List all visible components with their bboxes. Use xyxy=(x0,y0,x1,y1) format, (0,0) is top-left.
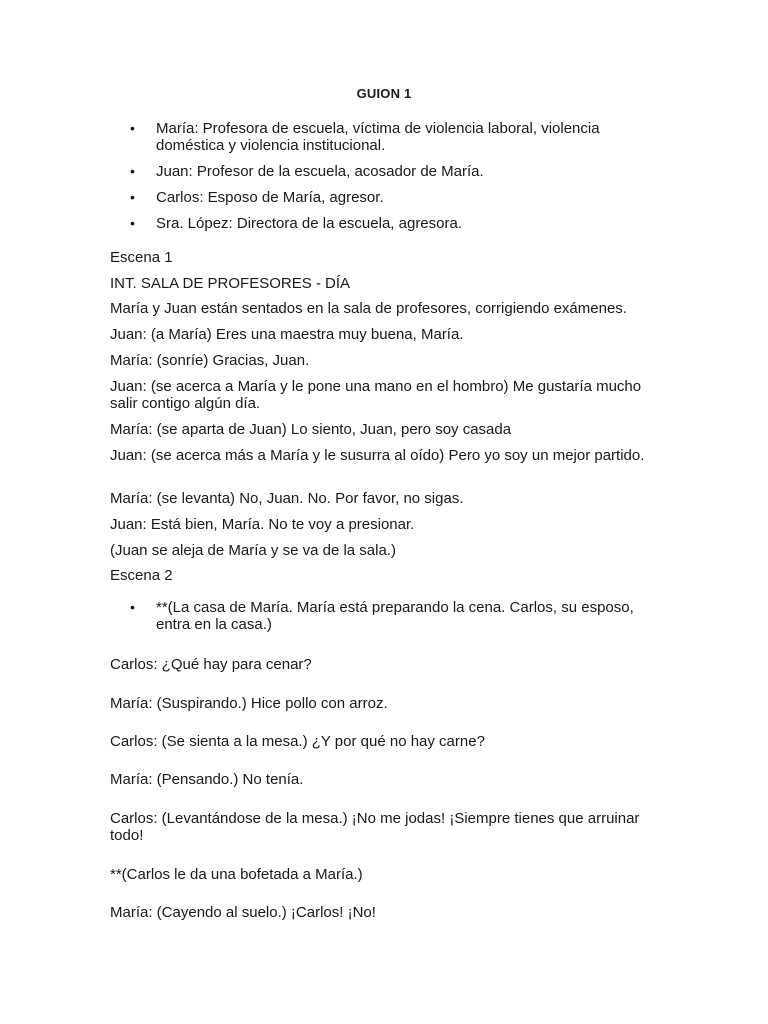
script-line: María y Juan están sentados en la sala de profesores, corrigiendo exámenes. xyxy=(110,300,627,317)
script-line: María: (sonríe) Gracias, Juan. xyxy=(110,352,310,369)
list-item: • Sra. López: Directora de la escuela, agresora. xyxy=(130,215,462,232)
list-item: • Juan: Profesor de la escuela, acosador de María. xyxy=(130,163,484,180)
script-line: María: (Cayendo al suelo.) ¡Carlos! ¡No! xyxy=(110,904,376,921)
script-line: Juan: (se acerca a María y le pone una mano en el hombro) Me gustaría mucho salir contigo algún día. xyxy=(110,378,642,412)
bullet-icon: • xyxy=(130,163,135,179)
bullet-icon: • xyxy=(130,120,135,136)
script-line: Juan: (se acerca más a María y le susurra al oído) Pero yo soy un mejor partido. xyxy=(110,447,645,464)
script-line: Carlos: (Levantándose de la mesa.) ¡No me jodas! ¡Siempre tienes que arruinar todo! xyxy=(110,810,640,844)
list-item: • Carlos: Esposo de María, agresor. xyxy=(130,189,384,206)
bullet-icon: • xyxy=(130,189,135,205)
script-line: María: (se levanta) No, Juan. No. Por favor, no sigas. xyxy=(110,490,464,507)
script-line: (Juan se aleja de María y se va de la sala.) xyxy=(110,542,396,559)
character-list xyxy=(130,120,650,241)
bullet-icon: • xyxy=(130,599,135,615)
script-line: María: (Pensando.) No tenía. xyxy=(110,771,304,788)
list-item: • María: Profesora de escuela, víctima de violencia laboral, violencia doméstica y violencia institucional. xyxy=(130,120,600,154)
scene-direction-list xyxy=(130,599,650,633)
scene-heading: Escena 1 xyxy=(110,249,173,266)
script-line: María: (se aparta de Juan) Lo siento, Juan, pero soy casada xyxy=(110,421,512,438)
script-line: María: (Suspirando.) Hice pollo con arroz. xyxy=(110,695,388,712)
scene-slugline: INT. SALA DE PROFESORES - DÍA xyxy=(110,275,351,292)
list-item: • **(La casa de María. María está preparando la cena. Carlos, su esposo, entra en la casa.) xyxy=(130,599,634,633)
script-line: Juan: Está bien, María. No te voy a presionar. xyxy=(110,516,415,533)
script-line: **(Carlos le da una bofetada a María.) xyxy=(110,866,363,883)
script-line: Carlos: (Se sienta a la mesa.) ¿Y por qué no hay carne? xyxy=(110,733,485,750)
scene-heading: Escena 2 xyxy=(110,567,173,584)
document-title: GUION 1 xyxy=(356,86,412,101)
script-line: Juan: (a María) Eres una maestra muy buena, María. xyxy=(110,326,464,343)
bullet-icon: • xyxy=(130,215,135,231)
script-line: Carlos: ¿Qué hay para cenar? xyxy=(110,656,312,673)
